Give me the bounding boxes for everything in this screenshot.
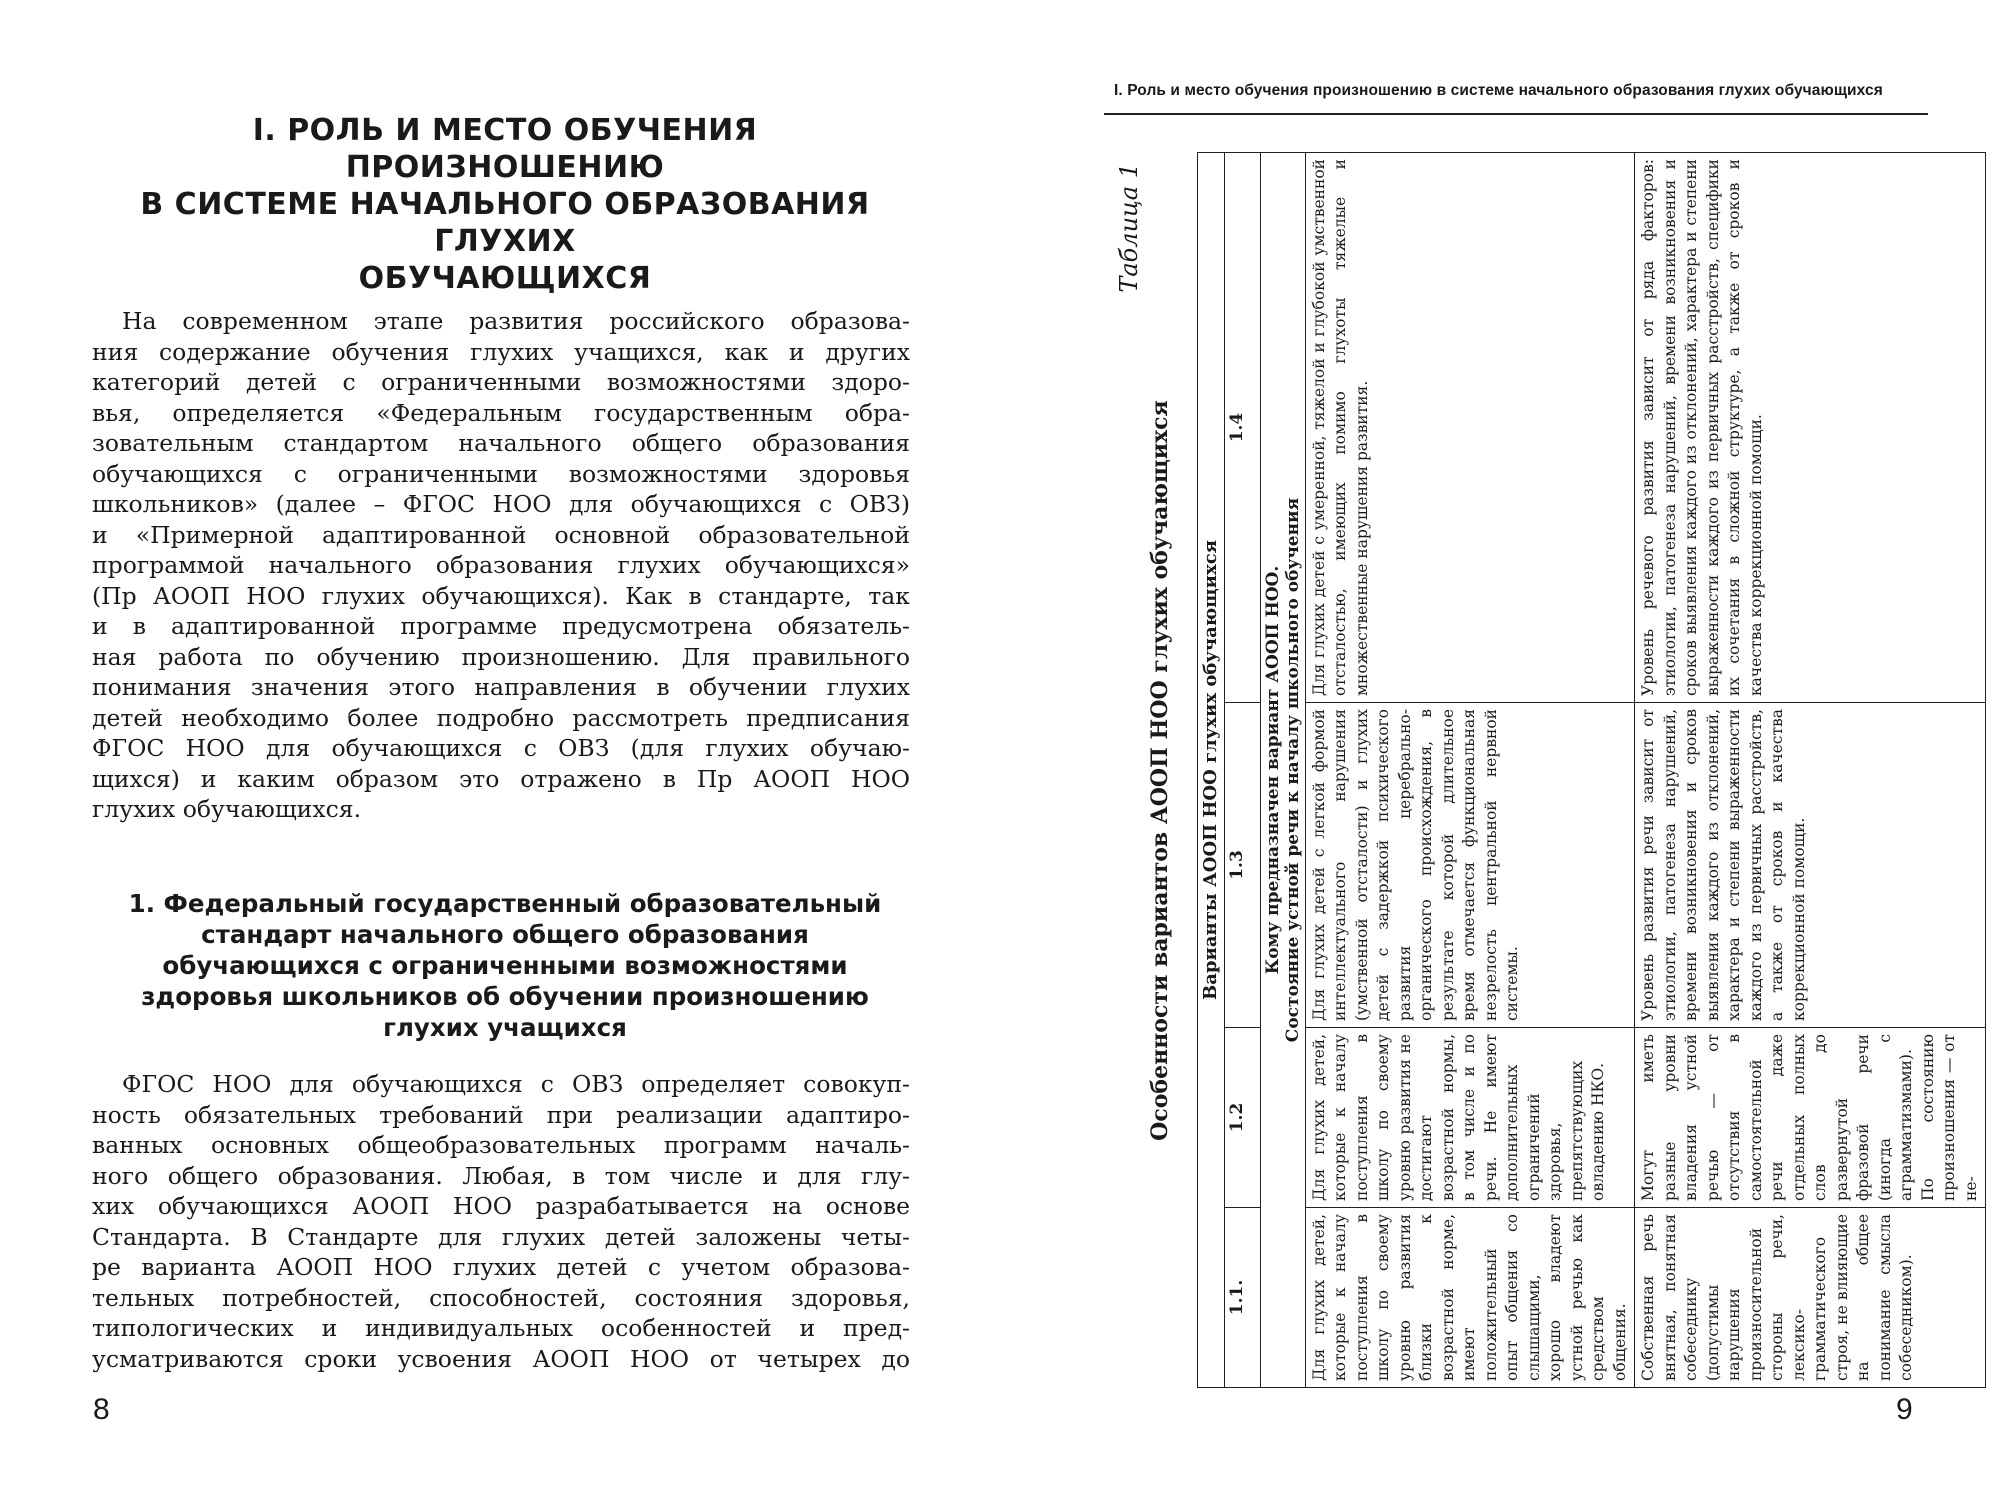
text-line: ре варианта АООП НОО глухих детей с учетом образова- <box>92 1253 910 1281</box>
chapter-title <box>90 112 920 297</box>
text-line: усматриваются сроки усвоения АООП НОО от четырех до <box>92 1344 910 1373</box>
text-line: ФГОС НОО для обучающихся с ОВЗ определяет совокуп- <box>122 1070 910 1098</box>
variant-header: 1.3 <box>1224 703 1260 1028</box>
table-cell-who: Для глухих детей с легкой формой интеллектуального нарушения (умственной отсталости) и глухих детей с задержкой психического развития церебрально-органического происхождения, в результате которой длительное время отмечается функциональная незрелость центральной нервной системы. <box>1305 703 1635 1028</box>
page-number-left: 8 <box>93 1393 110 1426</box>
chapter-title-line: ОБУЧАЮЩИХСЯ <box>358 261 652 296</box>
text-line: ФГОС НОО для обучающихся с ОВЗ (для глухих обучаю- <box>92 734 910 762</box>
table-cell-speech: Могут иметь разные уровни владения устной речью — от отсутствия в самостоятельной речи даже отдельных полных слов до развернутой фразовой речи (иногда с аграмматизмами). По состоянию произношения — от не- <box>1635 1028 1986 1208</box>
text-line: детей необходимо более подробно рассмотреть предписания <box>92 703 910 732</box>
table-cell-speech: Собственная речь внятная, понятная собеседнику (допустимы нарушения произносительной стороны речи, лексико-грамматического строя, не влияющие на общее понимание смысла собеседником). <box>1635 1208 1986 1388</box>
text-line: понимания значения этого направления в обучении глухих <box>92 673 910 701</box>
chapter-title-line: В СИСТЕМЕ НАЧАЛЬНОГО ОБРАЗОВАНИЯ ГЛУХИХ <box>140 187 870 259</box>
text-line: (Пр АООП НОО глухих обучающихся). Как в стандарте, так <box>92 581 910 610</box>
row-header-who-line1: Кому предназначен вариант АООП НОО. <box>1262 565 1283 975</box>
text-line: и в адаптированной программе предусмотрена обязатель- <box>92 612 910 640</box>
rotated-table-block <box>1115 153 1980 1388</box>
variants-table <box>1197 152 1986 1388</box>
text-line: На современном этапе развития российского образова- <box>122 307 910 335</box>
text-line: ность обязательных требований при реализации адаптиро- <box>92 1100 910 1129</box>
text-line: ванных основных общеобразовательных программ началь- <box>92 1131 910 1159</box>
text-line: зовательным стандартом начального общего образования <box>92 429 910 457</box>
text-line: щихся) и каким образом это отражено в Пр АООП НОО <box>92 764 910 793</box>
text-line: ния содержание обучения глухих учащихся, как и других <box>92 337 910 366</box>
fgos-paragraph <box>92 1069 910 1374</box>
table-label: Таблица 1 <box>1115 163 1143 293</box>
variant-header: 1.1. <box>1224 1208 1260 1388</box>
section-title-line: стандарт начального общего образования <box>201 920 809 949</box>
text-line: обучающихся с ограниченными возможностями здоровья <box>92 459 910 488</box>
table-title: Особенности вариантов АООП НОО глухих обучающихся <box>1147 400 1173 1141</box>
section-title-line: 1. Федеральный государственный образовательный <box>128 889 882 918</box>
section-title <box>100 888 910 1043</box>
section-title-line: обучающихся с ограниченными возможностями <box>162 951 848 980</box>
table-cell-speech: Уровень речевого развития зависит от ряда факторов: этиологии, патогенеза нарушений, времени возникновения и сроков выявления каждого из отклонений, характера и степени выраженности каждого из первичных расстройств, специфики их сочетания в сложной структуре, а также от сроков и качества коррекционной помощи. <box>1635 152 1986 702</box>
text-line: категорий детей с ограниченными возможностями здоро- <box>92 368 910 396</box>
text-line: вья, определяется «Федеральным государственным обра- <box>92 398 910 427</box>
text-line: ного общего образования. Любая, в том числе и для глу- <box>92 1161 910 1190</box>
text-line: школьников» (далее – ФГОС НОО для обучающихся с ОВЗ) <box>92 490 910 518</box>
text-line: и «Примерной адаптированной основной образовательной <box>92 520 910 549</box>
text-line: тельных потребностей, способностей, состояния здоровья, <box>92 1283 910 1312</box>
table-cell-who: Для глухих детей, которые к началу поступления в школу по своему уровню развития близки к возрастной норме, имеют положительный опыт общения со слышащими, хорошо владеют устной речью как средством общения. <box>1305 1208 1635 1388</box>
table-header-main: Варианты АООП НОО глухих обучающихся <box>1198 152 1225 1387</box>
text-line: типологических и индивидуальных особенностей и пред- <box>92 1314 910 1342</box>
section-title-line: здоровья школьников об обучении произношению <box>141 982 869 1011</box>
text-line: ная работа по обучению произношению. Для правильного <box>92 642 910 671</box>
intro-paragraph <box>92 306 910 825</box>
table-cell-who: Для глухих детей с умеренной, тяжелой и глубокой умственной отсталостью, имеющих помимо глухоты тяжелые и множественные нарушения развития. <box>1305 152 1635 702</box>
row-header-who-line2: Состояние устной речи к началу школьного обучения <box>1282 497 1303 1043</box>
text-line: глухих обучающихся. <box>92 795 362 823</box>
text-line: программой начального образования глухих обучающихся» <box>92 551 910 579</box>
table-cell-speech: Уровень развития речи зависит от этиологии, патогенеза нарушений, времени возникновения и сроков выявления каждого из отклонений, характера и степени выраженности каждого из первичных расстройств, а также от сроков и качества коррекционной помощи. <box>1635 703 1986 1028</box>
variant-header: 1.4 <box>1224 152 1260 702</box>
chapter-title-line: I. РОЛЬ И МЕСТО ОБУЧЕНИЯ ПРОИЗНОШЕНИЮ <box>252 113 758 185</box>
page-number-right: 9 <box>1896 1393 1913 1426</box>
running-head-rule <box>1104 113 1928 115</box>
table-cell-who: Для глухих детей, которые к началу поступления в школу по своему уровню развития не достигают возрастной нормы, в том числе и по речи. Не имеют дополнительных ограничений здоровья, препятствующих овладению НКО. <box>1305 1028 1635 1208</box>
running-head: I. Роль и место обучения произношению в системе начального образования глухих обучающихся <box>1114 82 1883 99</box>
text-line: Стандарта. В Стандарте для глухих детей заложены четы- <box>92 1222 910 1251</box>
variant-header: 1.2 <box>1224 1028 1260 1208</box>
section-title-line: глухих учащихся <box>383 1013 627 1042</box>
row-header-who <box>1260 152 1305 1387</box>
text-line: хих обучающихся АООП НОО разрабатывается на основе <box>92 1192 910 1220</box>
